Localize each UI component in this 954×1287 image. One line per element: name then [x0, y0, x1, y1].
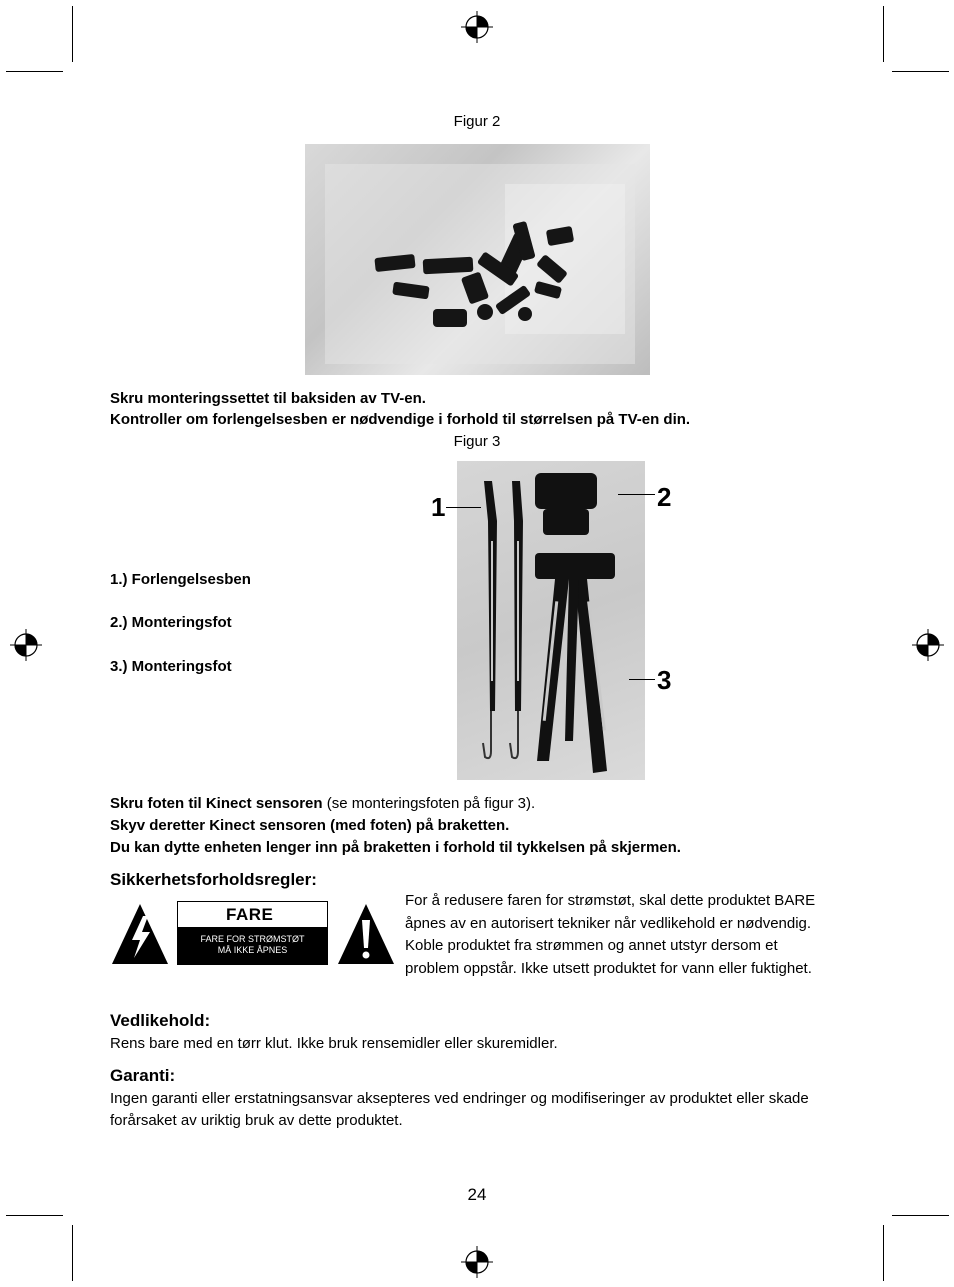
warning-label-text — [178, 927, 327, 964]
warning-line: FARE FOR STRØMSTØT — [200, 934, 305, 944]
registration-mark-icon — [460, 1245, 494, 1279]
figure-3-caption: Figur 3 — [453, 433, 501, 450]
instruction-line: Skru monteringssettet til baksiden av TV-en. — [110, 390, 426, 407]
maintenance-text: Rens bare med en tørr klut. Ikke bruk rensemidler eller skuremidler. — [110, 1035, 558, 1052]
maintenance-heading: Vedlikehold: — [110, 1011, 211, 1030]
screw-bag-photo — [305, 144, 650, 375]
page-number: 24 — [467, 1185, 487, 1204]
crop-mark — [72, 6, 73, 62]
legend-item: 3.) Monteringsfot — [110, 658, 232, 675]
safety-heading: Sikkerhetsforholdsregler: — [110, 870, 317, 889]
callout-1: 1 — [431, 492, 446, 522]
warranty-heading: Garanti: — [110, 1066, 176, 1085]
callout-line — [446, 507, 481, 508]
mounting-parts-photo — [457, 461, 645, 780]
callout-line — [629, 679, 655, 680]
crop-mark — [6, 1215, 63, 1216]
crop-mark — [883, 6, 884, 62]
crop-mark — [883, 1225, 884, 1281]
registration-mark-icon — [9, 628, 43, 662]
instruction-line: Kontroller om forlengelsesben er nødvendige i forhold til størrelsen på TV-en din. — [110, 411, 691, 428]
safety-text: For å redusere faren for strømstøt, skal dette produktet BARE åpnes av en autorisert tekniker når vedlikehold er nødvendig. Koble produktet fra strømmen og annet utstyr dersom et problem oppstår. Ikke utsett produktet for vann eller fuktighet. — [405, 892, 816, 977]
crop-mark — [72, 1225, 73, 1281]
crop-mark — [6, 71, 63, 72]
crop-mark — [892, 71, 949, 72]
lightning-warning-icon — [110, 902, 170, 966]
crop-mark — [892, 1215, 949, 1216]
warning-label-title: FARE — [178, 902, 327, 927]
warning-label — [177, 901, 328, 965]
instruction-bold: Skru foten til Kinect sensoren — [110, 795, 323, 812]
instruction-line: Du kan dytte enheten lenger inn på braketten i forhold til tykkelsen på skjermen. — [110, 839, 681, 856]
instruction-line — [110, 795, 535, 812]
figure-2-caption: Figur 2 — [453, 113, 501, 130]
legend-item: 1.) Forlengelsesben — [110, 571, 251, 588]
registration-mark-icon — [460, 10, 494, 44]
callout-line — [618, 494, 655, 495]
registration-mark-icon — [911, 628, 945, 662]
legend-item: 2.) Monteringsfot — [110, 614, 232, 631]
exclamation-warning-icon — [336, 902, 396, 966]
instruction-rest: (se monteringsfoten på figur 3). — [322, 795, 536, 812]
callout-3: 3 — [657, 665, 672, 695]
warranty-text: Ingen garanti eller erstatningsansvar aksepteres ved endringer og modifiseringer av produktet eller skade forårsaket av uriktig bruk av dette produktet. — [110, 1090, 809, 1129]
warning-line: MÅ IKKE ÅPNES — [217, 945, 288, 955]
instruction-line: Skyv deretter Kinect sensoren (med foten) på braketten. — [110, 817, 510, 834]
callout-2: 2 — [657, 482, 672, 512]
